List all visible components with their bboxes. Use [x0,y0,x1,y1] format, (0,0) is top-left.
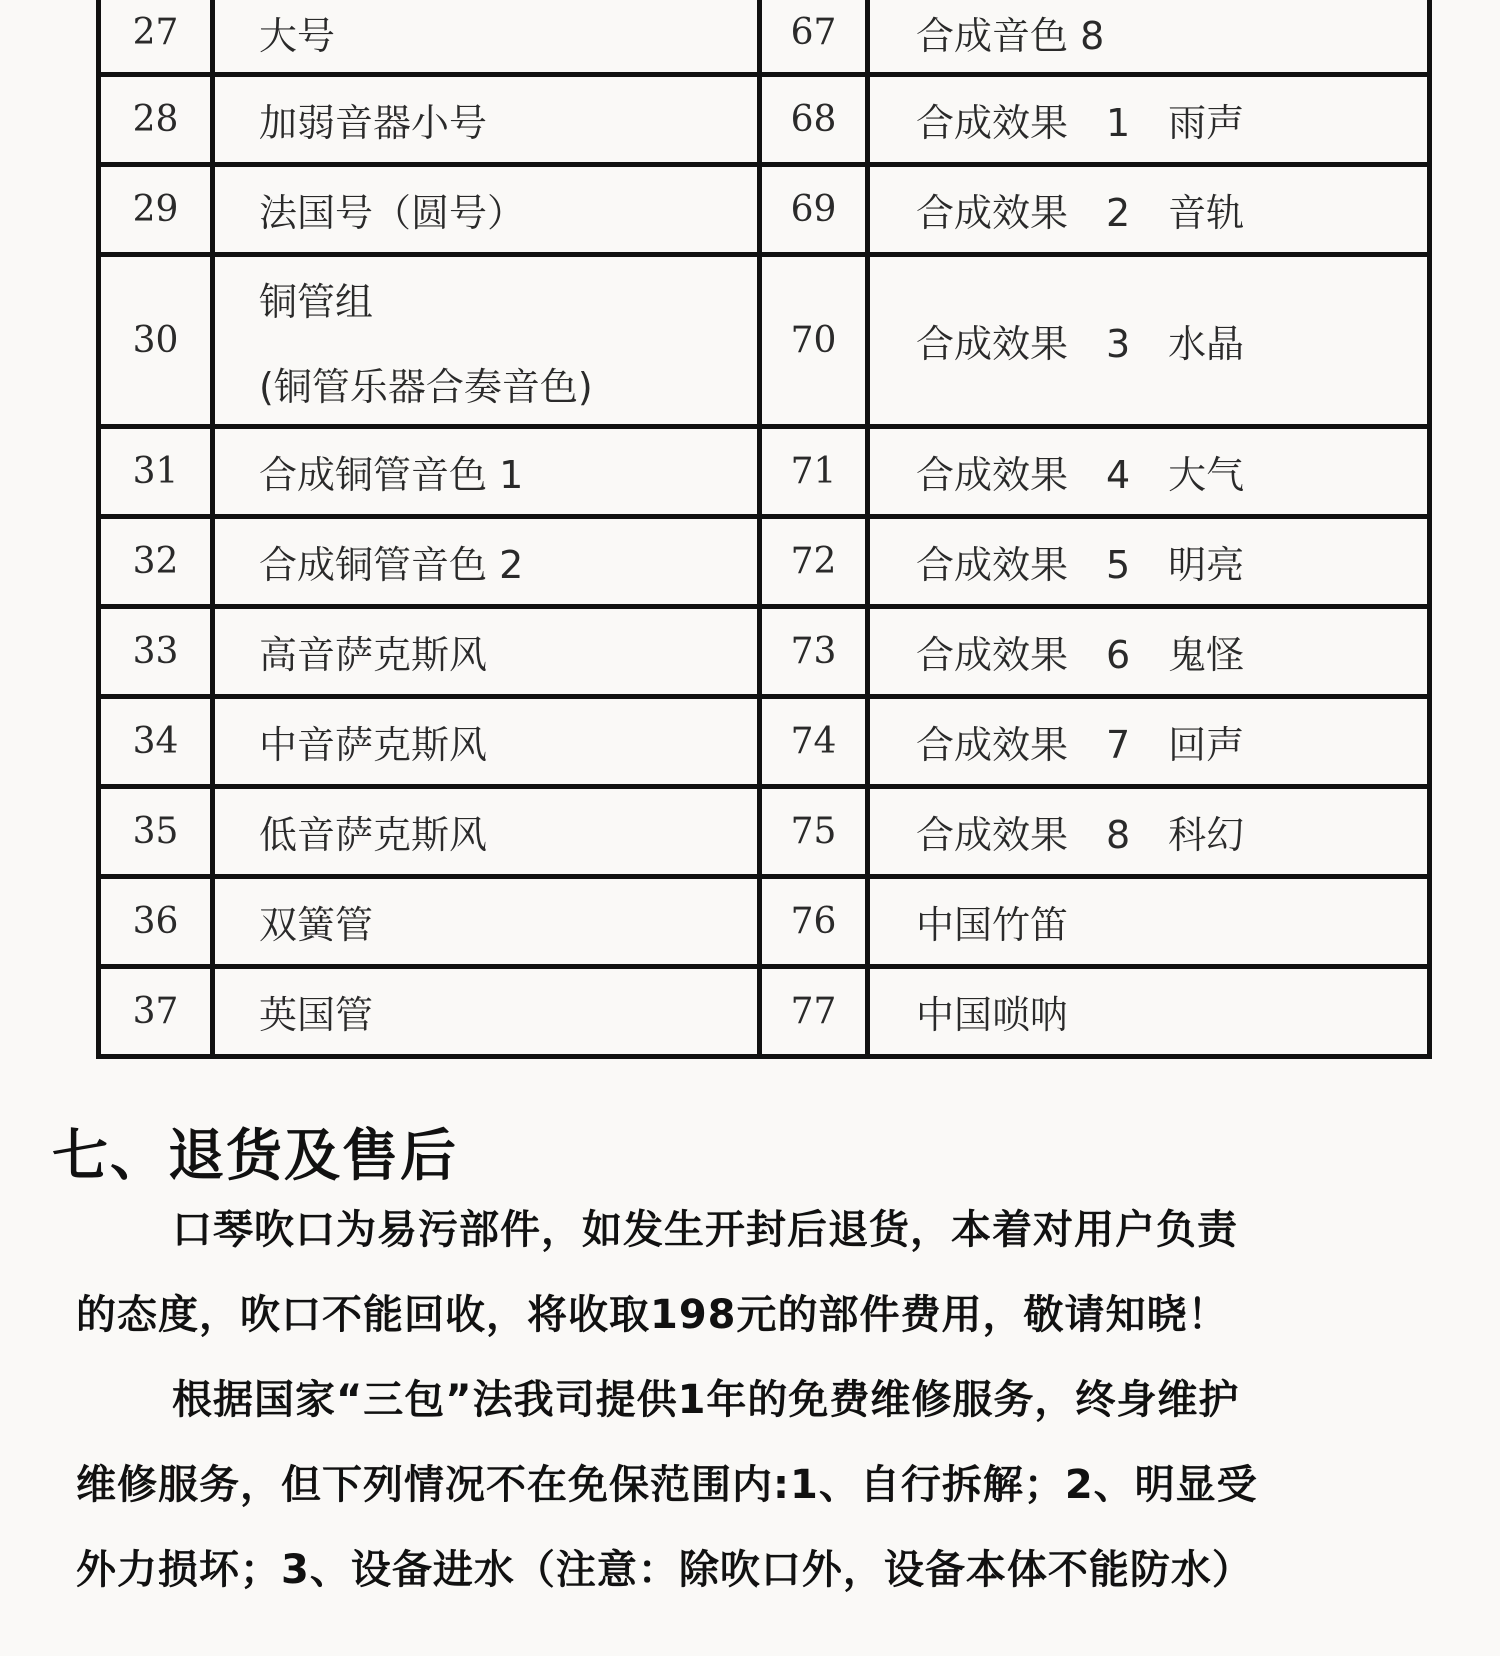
instrument-number: 31 [101,429,215,514]
instrument-name: 合成音色 8 [916,13,1105,58]
instrument-number: 28 [101,77,215,162]
instrument-number: 33 [101,609,215,694]
instrument-name: 合成铜管音色 1 [215,429,762,514]
paragraph-line: 口琴吹口为易污部件，如发生开封后退货，本着对用户负责 [172,1207,1238,1253]
instrument-number: 77 [762,969,870,1054]
instrument-number: 34 [101,699,215,784]
table-row [101,162,1427,252]
instrument-number: 73 [762,609,870,694]
instrument-number: 75 [762,789,870,874]
instrument-name: 合成效果 3 水晶 [916,322,1245,366]
instrument-number: 71 [762,429,870,514]
instrument-name: 低音萨克斯风 [215,789,762,874]
instrument-name [215,257,762,424]
instrument-number: 27 [101,0,215,72]
instrument-name-line1: 铜管组 [259,279,374,324]
instrument-number: 70 [762,257,870,424]
instrument-name: 合成效果 7 回声 [916,723,1245,767]
instrument-name: 合成效果 5 明亮 [916,543,1245,587]
instrument-number: 68 [762,77,870,162]
table-row [101,874,1427,964]
instrument-name: 中音萨克斯风 [215,699,762,784]
table-row [101,964,1427,1054]
paragraph-line: 外力损坏；3、设备进水（注意：除吹口外，设备本体不能防水） [76,1547,1253,1593]
table-row [101,694,1427,784]
instrument-number: 36 [101,879,215,964]
instrument-number: 69 [762,167,870,252]
table-row [101,72,1427,162]
instrument-name: 合成效果 2 音轨 [916,191,1245,235]
instrument-number: 30 [101,257,215,424]
instrument-name: 合成铜管音色 2 [215,519,762,604]
instrument-name: 法国号（圆号） [215,167,762,252]
instrument-name: 高音萨克斯风 [215,609,762,694]
instrument-name-line2: (铜管乐器合奏音色) [259,364,593,409]
instrument-number: 67 [762,0,870,72]
instrument-number: 74 [762,699,870,784]
instrument-number: 29 [101,167,215,252]
table-row [101,0,1427,72]
table-row [101,514,1427,604]
instrument-table [96,0,1432,1059]
instrument-name: 双簧管 [215,879,762,964]
instrument-number: 76 [762,879,870,964]
instrument-name: 合成效果 6 鬼怪 [916,633,1245,677]
instrument-number: 35 [101,789,215,874]
instrument-number: 37 [101,969,215,1054]
paragraph-line: 的态度，吹口不能回收，将收取198元的部件费用，敬请知晓！ [76,1292,1229,1338]
table-row [101,252,1427,424]
instrument-name: 英国管 [215,969,762,1054]
instrument-number: 72 [762,519,870,604]
instrument-name: 合成效果 1 雨声 [916,101,1245,145]
instrument-name: 大号 [215,0,762,72]
section-heading: 七、退货及售后 [52,1124,458,1189]
instrument-name: 合成效果 4 大气 [916,453,1245,497]
paragraph-line: 根据国家“三包”法我司提供1年的免费维修服务，终身维护 [172,1377,1240,1423]
instrument-name: 中国竹笛 [916,903,1069,947]
instrument-number: 32 [101,519,215,604]
instrument-name: 加弱音器小号 [215,77,762,162]
paragraph-line: 维修服务，但下列情况不在免保范围内:1、自行拆解；2、明显受 [76,1462,1258,1508]
table-row [101,784,1427,874]
table-row [101,604,1427,694]
instrument-name: 中国唢呐 [916,993,1069,1037]
table-row [101,424,1427,514]
instrument-name: 合成效果 8 科幻 [916,813,1245,857]
